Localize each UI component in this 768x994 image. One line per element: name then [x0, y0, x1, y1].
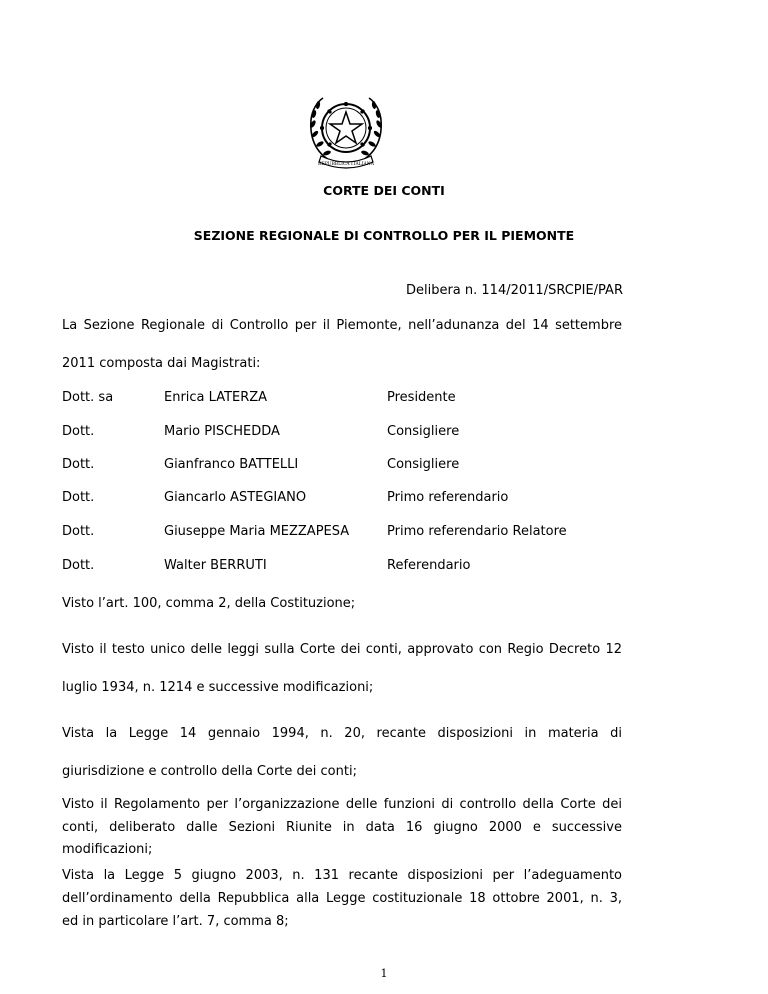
visto-regolamento-line-3: modificazioni;: [62, 842, 153, 857]
visto-costituzione: Visto l’art. 100, comma 2, della Costituzione;: [62, 596, 356, 611]
intro-line-1: La Sezione Regionale di Controllo per il Piemonte, nell’adunanza del 14 settembre: [62, 318, 622, 333]
magistrate-title: Dott.: [62, 558, 95, 573]
magistrate-row: [62, 390, 622, 408]
magistrate-title: Dott. sa: [62, 390, 114, 405]
magistrate-name: Walter BERRUTI: [164, 558, 267, 573]
delibera-number: Delibera n. 114/2011/SRCPIE/PAR: [405, 283, 623, 298]
visto-regolamento-line-1: Visto il Regolamento per l’organizzazione delle funzioni di controllo della Corte dei: [62, 797, 622, 812]
intro-line-2: 2011 composta dai Magistrati:: [62, 356, 261, 371]
magistrate-name: Mario PISCHEDDA: [164, 424, 280, 439]
vista-legge-131-line-2: dell’ordinamento della Repubblica alla Legge costituzionale 18 ottobre 2001, n. 3,: [62, 891, 622, 906]
page-title: CORTE DEI CONTI: [323, 183, 445, 198]
magistrate-title: Dott.: [62, 524, 95, 539]
visto-regolamento-line-2: conti, deliberato dalle Sezioni Riunite in data 16 giugno 2000 e successive: [62, 820, 622, 835]
page-subtitle: SEZIONE REGIONALE DI CONTROLLO PER IL PIEMONTE: [193, 228, 575, 243]
magistrate-row: [62, 424, 622, 442]
magistrate-row: [62, 457, 622, 475]
magistrate-row: [62, 524, 622, 542]
visto-testo-unico-line-2: luglio 1934, n. 1214 e successive modificazioni;: [62, 680, 374, 695]
emblem-icon: [303, 90, 389, 170]
magistrate-title: Dott.: [62, 457, 95, 472]
page-number: 1: [380, 967, 388, 980]
magistrate-name: Enrica LATERZA: [164, 390, 268, 405]
magistrate-role: Consigliere: [387, 457, 460, 472]
vista-legge-20-line-2: giurisdizione e controllo della Corte dei conti;: [62, 764, 357, 779]
magistrate-role: Referendario: [387, 558, 471, 573]
magistrate-row: [62, 490, 622, 508]
vista-legge-131-line-3: ed in particolare l’art. 7, comma 8;: [62, 914, 289, 929]
magistrate-title: Dott.: [62, 490, 95, 505]
magistrate-name: Giuseppe Maria MEZZAPESA: [164, 524, 350, 539]
svg-text:REPUBBLICA ITALIANA: REPUBBLICA ITALIANA: [318, 162, 374, 167]
visto-testo-unico-line-1: Visto il testo unico delle leggi sulla Corte dei conti, approvato con Regio Decreto 12: [62, 642, 622, 657]
magistrate-row: [62, 558, 622, 576]
magistrate-role: Primo referendario: [387, 490, 509, 505]
magistrate-name: Gianfranco BATTELLI: [164, 457, 299, 472]
magistrate-name: Giancarlo ASTEGIANO: [164, 490, 307, 505]
vista-legge-131-line-1: Vista la Legge 5 giugno 2003, n. 131 recante disposizioni per l’adeguamento: [62, 868, 622, 883]
vista-legge-20-line-1: Vista la Legge 14 gennaio 1994, n. 20, recante disposizioni in materia di: [62, 726, 622, 741]
magistrate-role: Primo referendario Relatore: [387, 524, 567, 539]
magistrate-title: Dott.: [62, 424, 95, 439]
magistrate-role: Presidente: [387, 390, 456, 405]
magistrate-role: Consigliere: [387, 424, 460, 439]
